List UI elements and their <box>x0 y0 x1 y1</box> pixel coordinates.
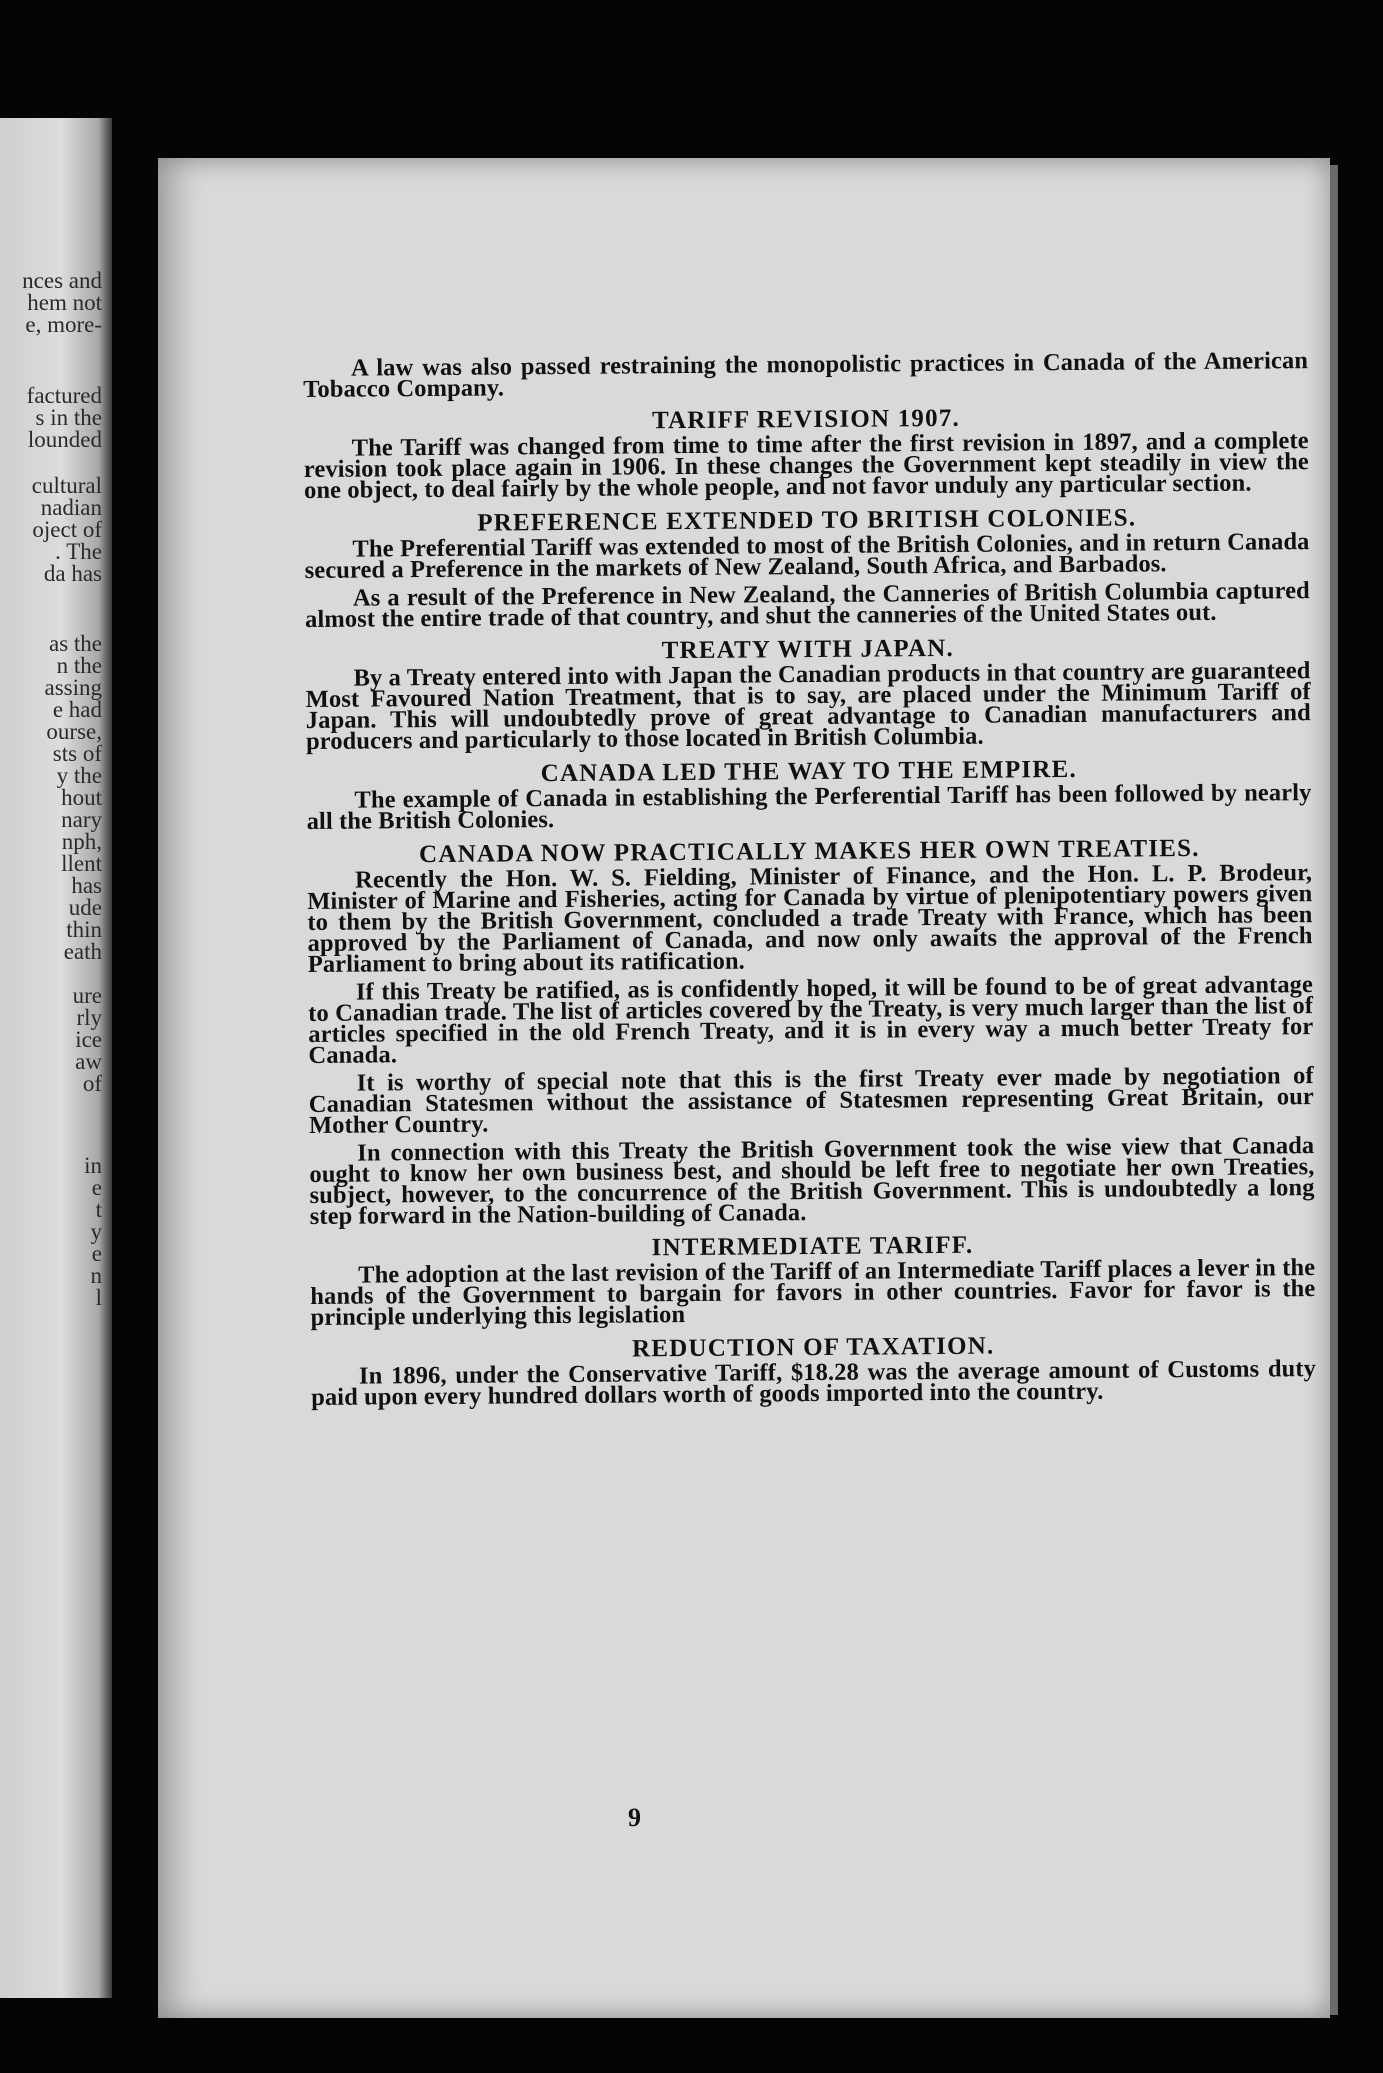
left-page-fragment: rly <box>76 1005 102 1030</box>
section-heading: CANADA NOW PRACTICALLY MAKES HER OWN TREATIES. <box>419 834 1200 869</box>
left-page-fragment: y <box>90 1219 102 1244</box>
paragraph-text: Recently the Hon. W. S. Fielding, Minister of Finance, and the Hon. L. P. Brodeur, Minister of Marine and Fisheries, acting for Canada by virtue of plenipotentiary powers given to them by the British Government, concluded a trade Treaty with France, which has been approved by the Parliament of Canada, and now only awaits the approval of the French Parliament to bring about its ratification. <box>307 859 1313 978</box>
left-page-fragment: oject of <box>32 517 102 542</box>
paragraph <box>311 1355 1317 1411</box>
left-page-fragment: nph, <box>61 829 102 854</box>
left-page-fragment: assing <box>44 675 102 700</box>
left-page-fragment: nces and <box>22 268 102 293</box>
left-page-fragment: s in the <box>35 405 102 430</box>
paragraph-text: The Preferential Tariff was extended to most of the British Colonies, and in return Canada secured a Preference in the markets of New Zealand, South Africa, and Barbados. <box>304 528 1310 584</box>
paragraph-text: The Tariff was changed from time to time after the first revision in 1897, and a complete revision took place again in 1906. In these changes the Government kept steadily in view the one object, to deal fairly by the whole people, and not favor unduly any particular section. <box>303 427 1309 504</box>
left-page-fragment: in <box>84 1153 102 1178</box>
left-page-fragment: l <box>95 1285 102 1310</box>
paragraph <box>305 657 1311 755</box>
left-page-fragment: e <box>91 1241 102 1266</box>
section-heading: TARIFF REVISION 1907. <box>651 404 961 435</box>
left-page-fragment: ure <box>72 983 102 1008</box>
left-page-fragment: nary <box>61 807 102 832</box>
left-page-fragment: e had <box>52 697 102 722</box>
left-page-fragment: llent <box>61 851 102 876</box>
left-page-fragment: of <box>82 1071 102 1096</box>
left-page-fragment: ice <box>75 1027 102 1052</box>
paragraph-text: In connection with this Treaty the British Government took the wise view that Canada ought to know her own business best, and should be left free to negotiate her own Treaties, subject, however, to the concurrence of the British Government. This is undoubtedly a long step forward in the Nation-building of Canada. <box>309 1132 1315 1230</box>
left-page-fragment: e, more- <box>25 312 102 337</box>
paragraph <box>309 1132 1315 1230</box>
paragraph-text: As a result of the Preference in New Zealand, the Canneries of British Columbia captured almost the entire trade of that country, and shut the canneries of the United States out. <box>304 577 1310 633</box>
paragraph <box>310 1254 1316 1331</box>
paragraph <box>304 528 1310 584</box>
paragraph-text: By a Treaty entered into with Japan the Canadian products in that country are guaranteed Most Favoured Nation Treatment, that is to say, are placed under the Minimum Tariff of Japan. This will undoubtedly prove of great advantage to Canadian manufacturers and producers and particularly to those located in British Columbia. <box>305 657 1311 755</box>
left-page-fragment: ude <box>68 895 102 920</box>
paragraph <box>308 1062 1314 1139</box>
left-page-fragment: thin <box>66 917 102 942</box>
paragraph <box>303 347 1309 403</box>
section-heading: REDUCTION OF TAXATION. <box>632 1332 995 1363</box>
page-content <box>303 347 1317 1415</box>
paragraph-text: In 1896, under the Conservative Tariff, $18.28 was the average amount of Customs duty paid upon every hundred dollars worth of goods imported into the country. <box>311 1355 1317 1411</box>
left-page-fragment: da has <box>43 561 102 586</box>
left-page-fragment: hout <box>61 785 102 810</box>
paragraph-text: A law was also passed restraining the monopolistic practices in Canada of the American Tobacco Company. <box>303 347 1309 403</box>
left-page-fragment: e <box>91 1175 102 1200</box>
page-edge <box>1330 165 1338 2015</box>
book-page <box>158 158 1330 2018</box>
section-heading: PREFERENCE EXTENDED TO BRITISH COLONIES. <box>477 504 1137 537</box>
left-page-fragment: factured <box>26 383 102 408</box>
left-page-fragment: cultural <box>31 473 102 498</box>
left-page-fragment: as the <box>48 631 102 656</box>
left-page-fragment: n <box>90 1263 102 1288</box>
left-page-fragment: t <box>95 1197 102 1222</box>
left-page-fragment: ourse, <box>46 719 102 744</box>
left-page-fragment: sts of <box>52 741 102 766</box>
left-page-fragment: hem not <box>27 290 102 315</box>
left-page-fragment: . The <box>55 539 102 564</box>
paragraph-text: It is worthy of special note that this is the first Treaty ever made by negotiation of Canadian Statesmen without the assistance of Statesmen representing Great Britain, our Mother Country. <box>308 1062 1314 1139</box>
left-page-fragment: y the <box>56 763 102 788</box>
left-page-fragment: eath <box>63 939 102 964</box>
paragraph <box>303 427 1309 504</box>
paragraph <box>304 577 1310 633</box>
paragraph <box>306 779 1312 835</box>
section-heading: TREATY WITH JAPAN. <box>661 634 955 665</box>
paragraph <box>308 971 1314 1069</box>
left-facing-page <box>0 118 112 1998</box>
section-heading: CANADA LED THE WAY TO THE EMPIRE. <box>540 755 1078 788</box>
section-heading: INTERMEDIATE TARIFF. <box>651 1231 974 1262</box>
left-page-fragment: lounded <box>27 427 102 452</box>
left-page-fragment: has <box>71 873 102 898</box>
paragraph-text: The example of Canada in establishing the Perferential Tariff has been followed by nearly all the British Colonies. <box>306 779 1312 835</box>
left-page-fragment: aw <box>75 1049 102 1074</box>
left-page-fragment: nadian <box>40 495 102 520</box>
left-page-fragment: n the <box>56 653 102 678</box>
paragraph-text: The adoption at the last revision of the Tariff of an Intermediate Tariff places a lever in the hands of the Government to bargain for favors in other countries. Favor for favor is the principle underlying this legislation <box>310 1254 1316 1331</box>
paragraph-text: If this Treaty be ratified, as is confidently hoped, it will be found to be of great advantage to Canadian trade. The list of articles covered by the Treaty, is very much larger than the list of articles specified in the old French Treaty, and it is in every way a much better Treaty for Canada. <box>308 971 1314 1069</box>
paragraph <box>307 859 1313 978</box>
page-number: 9 <box>628 1803 641 1832</box>
